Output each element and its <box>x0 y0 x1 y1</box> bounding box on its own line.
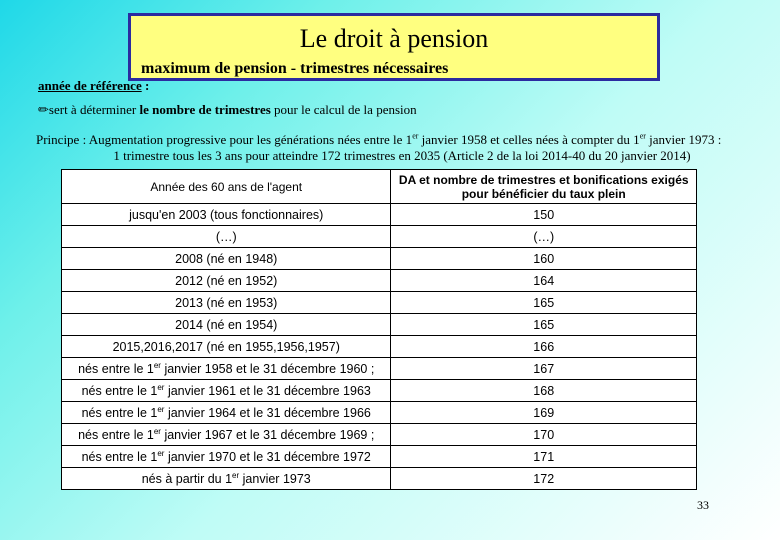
cell-year-pre: nés entre le 1 <box>78 427 154 442</box>
cell-quarters: 171 <box>391 446 697 468</box>
pension-table <box>61 169 697 490</box>
cell-quarters: 165 <box>391 314 697 336</box>
cell-quarters: 150 <box>391 204 697 226</box>
cell-year: 2008 (né en 1948) <box>62 248 391 270</box>
cell-year-pre: nés entre le 1 <box>81 449 158 464</box>
usage-prefix: sert à déterminer <box>48 102 140 117</box>
cell-year: jusqu'en 2003 (tous fonctionnaires) <box>62 204 391 226</box>
page-subtitle: maximum de pension - trimestres nécessaires <box>141 60 449 77</box>
pencil-icon: ✏ <box>38 102 49 117</box>
page-title: Le droit à pension <box>299 24 489 53</box>
usage-suffix: pour le calcul de la pension <box>270 102 417 117</box>
cell-year <box>62 402 391 424</box>
reference-label-suffix: : <box>141 78 150 93</box>
cell-year-post: janvier 1970 et le 31 décembre 1972 <box>164 449 371 464</box>
cell-year-sup: er <box>153 426 161 436</box>
table-body <box>62 204 697 490</box>
principle-line1-a: Principe : Augmentation progressive pour les générations nées entre le 1 <box>36 132 413 147</box>
cell-year-post: janvier 1958 et le 31 décembre 1960 ; <box>160 361 375 376</box>
cell-year: 2013 (né en 1953) <box>62 292 391 314</box>
cell-quarters: 164 <box>391 270 697 292</box>
table-row <box>62 380 697 402</box>
table-row <box>62 424 697 446</box>
title-box <box>128 13 660 81</box>
col2-header: DA et nombre de trimestres et bonifications exigés pour bénéficier du taux plein <box>391 170 697 204</box>
cell-year-sup: er <box>157 382 165 392</box>
cell-year-post: janvier 1964 et le 31 décembre 1966 <box>164 405 371 420</box>
cell-quarters: 167 <box>391 358 697 380</box>
table-row <box>62 446 697 468</box>
cell-year-pre: nés entre le 1 <box>81 405 158 420</box>
cell-year-pre: nés entre le 1 <box>81 383 158 398</box>
cell-quarters: 165 <box>391 292 697 314</box>
principle-line1 <box>36 132 721 147</box>
cell-year-post: janvier 1973 <box>239 471 311 486</box>
cell-year-pre: nés à partir du 1 <box>141 471 233 486</box>
principle-sup1: er <box>412 131 419 141</box>
cell-year-sup: er <box>232 470 240 480</box>
cell-year <box>62 380 391 402</box>
cell-year <box>62 446 391 468</box>
principle-line2: 1 trimestre tous les 3 ans pour atteindre 172 trimestres en 2035 (Article 2 de la loi 2014-40 du 20 janvier 2014) <box>113 148 691 163</box>
cell-year <box>62 468 391 490</box>
principle-line1-c: janvier 1973 : <box>645 132 722 147</box>
cell-quarters: 166 <box>391 336 697 358</box>
cell-year-sup: er <box>157 404 165 414</box>
cell-year <box>62 358 391 380</box>
cell-year: 2012 (né en 1952) <box>62 270 391 292</box>
cell-year-post: janvier 1961 et le 31 décembre 1963 <box>164 383 371 398</box>
page-number: 33 <box>697 498 709 512</box>
cell-quarters: 172 <box>391 468 697 490</box>
table-row <box>62 204 697 226</box>
principle-sup2: er <box>639 131 646 141</box>
table-row <box>62 358 697 380</box>
cell-quarters: 168 <box>391 380 697 402</box>
cell-year-pre: nés entre le 1 <box>78 361 154 376</box>
reference-label <box>38 78 149 94</box>
table-row <box>62 402 697 424</box>
cell-year-post: janvier 1967 et le 31 décembre 1969 ; <box>160 427 375 442</box>
cell-quarters: 170 <box>391 424 697 446</box>
cell-quarters: 160 <box>391 248 697 270</box>
table-row <box>62 226 697 248</box>
principle-text <box>36 132 776 164</box>
cell-year-sup: er <box>153 360 161 370</box>
table-row <box>62 336 697 358</box>
usage-line <box>38 102 417 118</box>
col1-header: Année des 60 ans de l'agent <box>62 170 391 204</box>
table-row <box>62 314 697 336</box>
cell-quarters: (…) <box>391 226 697 248</box>
table-row <box>62 292 697 314</box>
cell-year <box>62 424 391 446</box>
usage-bold: le nombre de trimestres <box>139 102 271 117</box>
principle-line1-b: janvier 1958 et celles nées à compter du 1 <box>418 132 640 147</box>
cell-quarters: 169 <box>391 402 697 424</box>
cell-year: 2014 (né en 1954) <box>62 314 391 336</box>
cell-year: 2015,2016,2017 (né en 1955,1956,1957) <box>62 336 391 358</box>
table-row <box>62 248 697 270</box>
cell-year: (…) <box>62 226 391 248</box>
cell-year-sup: er <box>157 448 165 458</box>
table-header-row <box>62 170 697 204</box>
table-row <box>62 270 697 292</box>
table-row <box>62 468 697 490</box>
reference-label-text: année de référence <box>38 78 142 93</box>
